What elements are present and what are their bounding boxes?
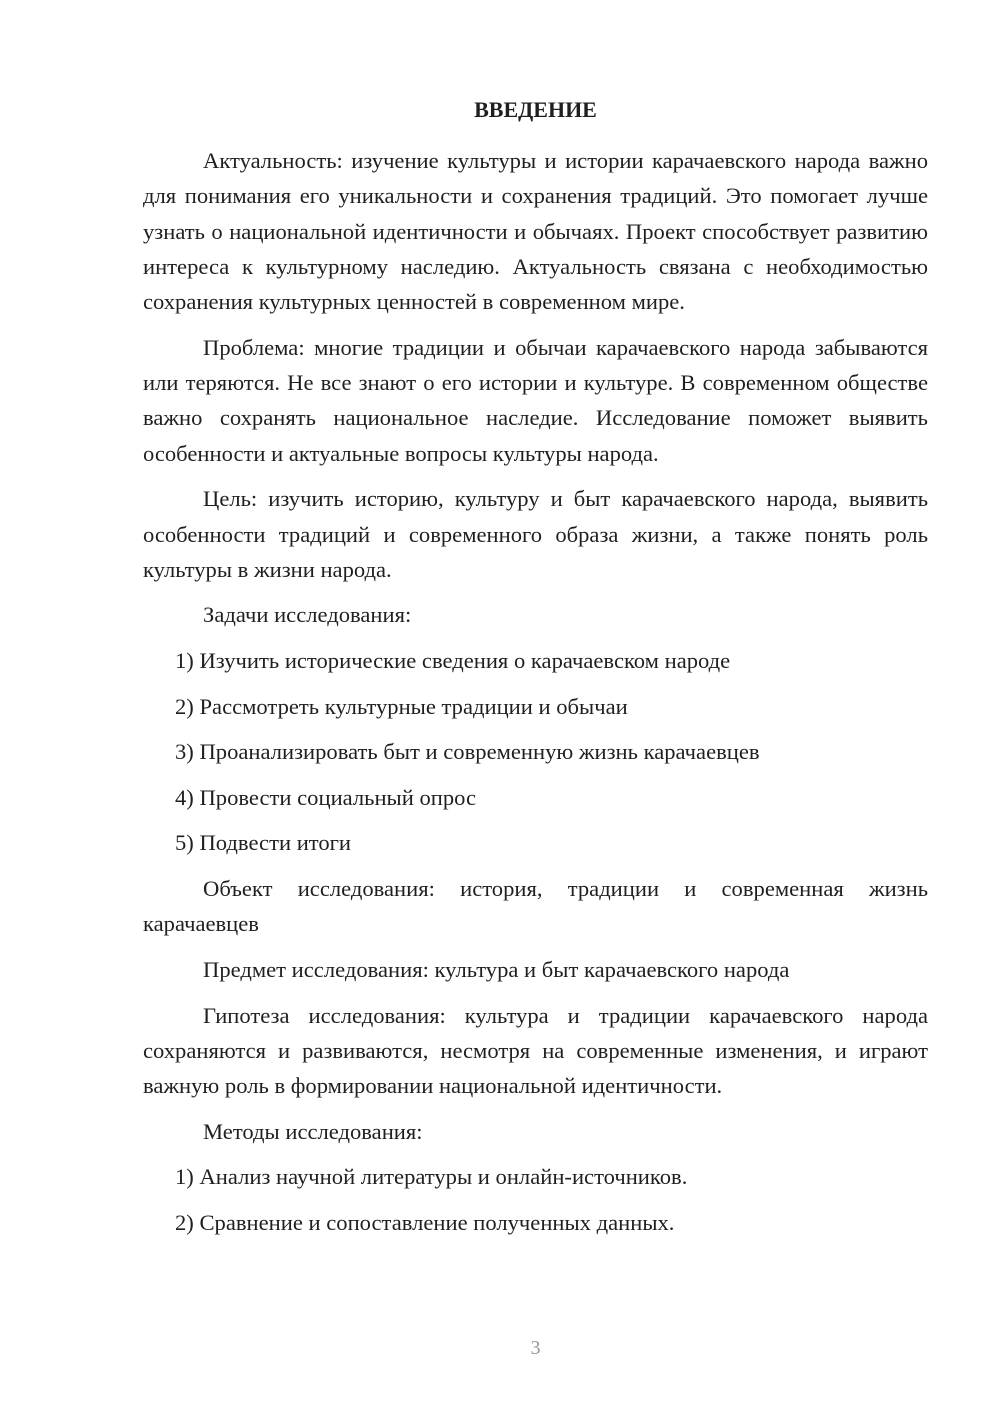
- tasks-list: [143, 643, 928, 861]
- methods-title: Методы исследования:: [203, 1118, 423, 1144]
- problem-paragraph: Проблема: многие традиции и обычаи карачаевского народа забываются или теряются. Не все знают о его истории и культуре. В современном обществе важно сохранять национальное наследие. Исследование поможет выявить особенности и актуальные вопросы культуры народа.: [143, 334, 928, 466]
- methods-list: [143, 1159, 928, 1240]
- page-number: 3: [530, 1337, 541, 1359]
- goal-paragraph: Цель: изучить историю, культуру и быт карачаевского народа, выявить особенности традиций и современного образа жизни, а также понять роль культуры в жизни народа.: [143, 486, 928, 582]
- method-item: 2) Сравнение и сопоставление полученных данных.: [175, 1209, 675, 1235]
- tasks-title: Задачи исследования:: [203, 602, 412, 628]
- method-item: 1) Анализ научной литературы и онлайн-источников.: [175, 1164, 688, 1190]
- document-page: [143, 0, 928, 1414]
- task-item: 1) Изучить исторические сведения о карачаевском народе: [175, 648, 731, 674]
- task-item: 2) Рассмотреть культурные традиции и обычаи: [175, 693, 628, 719]
- task-item: 5) Подвести итоги: [175, 830, 352, 856]
- subject-paragraph: Предмет исследования: культура и быт карачаевского народа: [203, 956, 790, 982]
- task-item: 4) Провести социальный опрос: [175, 784, 477, 810]
- relevance-paragraph: Актуальность: изучение культуры и истории карачаевского народа важно для понимания его уникальности и сохранения традиций. Это помогает лучше узнать о национальной идентичности и обычаях. Проект способствует развитию интереса к культурному наследию. Актуальность связана с необходимостью сохранения культурных ценностей в современном мире.: [143, 148, 928, 315]
- hypothesis-paragraph: Гипотеза исследования: культура и традиции карачаевского народа сохраняются и развиваются, несмотря на современные изменения, и играют важную роль в формировании национальной идентичности.: [143, 1002, 928, 1099]
- document-body: [143, 143, 928, 1250]
- section-heading: ВВЕДЕНИЕ: [474, 97, 597, 122]
- object-paragraph: Объект исследования: история, традиции и современная жизнь карачаевцев: [143, 876, 928, 937]
- task-item: 3) Проанализировать быт и современную жизнь карачаевцев: [175, 739, 760, 765]
